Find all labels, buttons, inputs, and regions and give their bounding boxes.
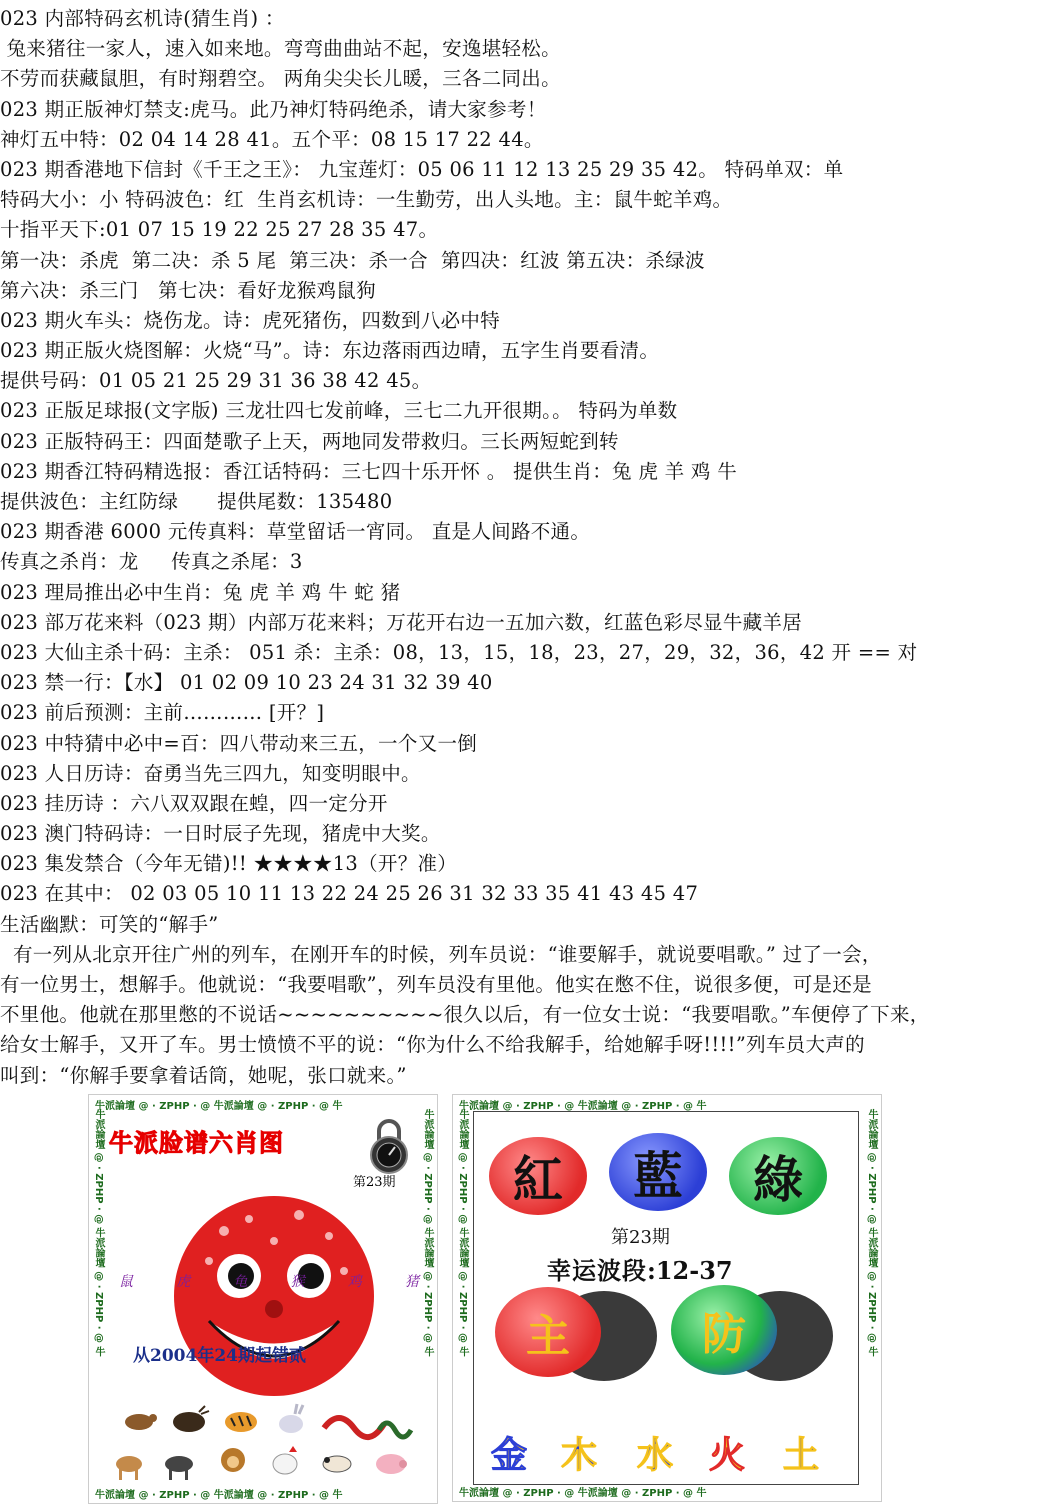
text-line: 023 在其中： 02 03 05 10 11 13 22 24 25 26 31 32 33 35 41 43 45 47 — [0, 882, 699, 906]
text-line: 023 正版足球报(文字版) 三龙壮四七发前峰，三七二九开很期。。 特码为单数 — [0, 399, 678, 423]
text-line: 叫到：“你解手要拿着话筒，她呢，张口就来。” — [0, 1063, 407, 1087]
poster-watermark-left: 牛派論壇 @ · ZPHP · @ 牛派論壇 @ · ZPHP · @ 牛 — [457, 1109, 468, 1357]
since-note: 从2004年24期起错贰 — [133, 1346, 306, 1366]
text-line: 023 禁一行：【水】 01 02 09 10 23 24 31 32 39 40 — [0, 671, 493, 695]
dog-icon — [323, 1456, 351, 1472]
poster-title: 牛派脸谱六肖图 — [109, 1129, 284, 1157]
rabbit-icon — [279, 1404, 303, 1433]
text-line: 023 澳门特码诗：一日时辰子先现，猪虎中大奖。 — [0, 822, 441, 846]
tiger-icon — [225, 1412, 257, 1432]
article-text — [0, 4, 1046, 1091]
color-wave-poster — [452, 1094, 882, 1502]
text-line: 023 大仙主杀十码：主杀： 051 杀：主杀：08，13，15，18，23，27，29，32，36，42 开 == 对 — [0, 640, 918, 664]
text-line: 不里他。他就在那里憋的不说话~~~~~~~~~~很久以后，有一位女士说：“我要唱歌。”车便停了下来， — [0, 1003, 930, 1027]
poster-watermark-right: 牛派論壇 @ · ZPHP · @ 牛派論壇 @ · ZPHP · @ 牛 — [866, 1109, 877, 1357]
zodiac-item: 虎 — [176, 1274, 191, 1290]
horse-icon — [116, 1456, 142, 1480]
text-line: 023 理局推出必中生肖：兔 虎 羊 鸡 牛 蛇 猪 — [0, 580, 401, 604]
element-earth: 土 — [783, 1434, 820, 1476]
main-ball: 主 — [495, 1287, 601, 1377]
text-line: 023 期香港地下信封《千王之王》： 九宝莲灯：05 06 11 12 13 25 29 35 42。 特码单双：单 — [0, 157, 844, 181]
rooster-icon — [273, 1446, 297, 1474]
text-line: 023 期正版神灯禁支:虎马。此乃神灯特码绝杀，请大家参考！ — [0, 97, 547, 121]
poster-watermark-bottom: 牛派論壇 @ · ZPHP · @ 牛派論壇 @ · ZPHP · @ 牛 — [459, 1488, 707, 1499]
text-line: 023 内部特码玄机诗(猜生肖) ： — [0, 7, 285, 30]
poster-issue: 第23期 — [611, 1227, 670, 1248]
text-line: 兔来猪往一家人，速入如来地。弯弯曲曲站不起，安逸堪轻松。 — [0, 37, 561, 61]
zodiac-item: 猴 — [290, 1274, 305, 1290]
zodiac-item: 鸡 — [347, 1274, 362, 1290]
element-water: 水 — [637, 1434, 674, 1476]
poster-issue: 第23期 — [353, 1175, 396, 1190]
text-line: 023 期香江特码精选报：香江话特码：三七四十乐开怀 。 提供生肖：兔 虎 羊 鸡 牛 — [0, 459, 738, 483]
red-ball: 紅 — [489, 1137, 587, 1215]
text-line: 023 集发禁合（今年无错)!! ★★★★13（开？准） — [0, 852, 458, 876]
snake-icon — [379, 1423, 411, 1437]
lucky-label: 幸运波段 — [547, 1256, 647, 1285]
padlock-icon — [357, 1117, 417, 1177]
text-line: 提供波色：主红防绿 提供尾数：135480 — [0, 490, 393, 513]
text-line: 给女士解手，又开了车。男士愤愤不平的说：“你为什么不给我解手，给她解手呀!!!!”列车员大声的 — [0, 1033, 865, 1057]
text-line: 传真之杀肖：龙 传真之杀尾：3 — [0, 550, 303, 574]
lucky-value: :12-37 — [647, 1256, 733, 1285]
pig-icon — [376, 1454, 407, 1474]
text-line: 023 人日历诗：奋勇当先三四九，知变明眼中。 — [0, 761, 421, 785]
text-line: 十指平天下:01 07 15 19 22 25 27 28 35 47。 — [0, 218, 439, 242]
dragon-icon — [324, 1418, 384, 1437]
element-metal: 金 — [491, 1434, 528, 1476]
rat-icon — [125, 1414, 157, 1430]
text-line: 特码大小：小 特码波色：红 生肖玄机诗：一生勤劳，出人头地。主：鼠牛蛇羊鸡。 — [0, 188, 733, 212]
monkey-icon — [221, 1448, 245, 1472]
poster-watermark-top: 牛派論壇 @ · ZPHP · @ 牛派論壇 @ · ZPHP · @ 牛 — [95, 1101, 343, 1112]
text-line: 023 挂历诗 ：六八双双跟在蝗，四一定分开 — [0, 791, 388, 815]
text-line: 神灯五中特：02 04 14 28 41。五个平：08 15 17 22 44。 — [0, 127, 544, 151]
zodiac-item: 龟 — [233, 1274, 248, 1290]
text-line: 023 部万花来料（023 期）内部万花来料；万花开右边一五加六数，红蓝色彩尽显牛藏羊居 — [0, 610, 803, 634]
lucky-wave-segment — [547, 1251, 733, 1286]
text-line: 提供号码：01 05 21 25 29 31 36 38 42 45。 — [0, 369, 432, 393]
text-line: 023 前后预测：主前………… [开？] — [0, 701, 325, 725]
green-ball: 綠 — [729, 1137, 827, 1215]
text-line: 有一位男士，想解手。他就说：“我要唱歌”，列车员没有里他。他实在憋不住，说很多便，可是还是 — [0, 973, 872, 996]
text-line: 不劳而获藏鼠胆，有时翔碧空。 两角尖尖长儿暖，三各二同出。 — [0, 67, 561, 91]
zodiac-animals-illustration — [109, 1400, 419, 1490]
poster-watermark-top: 牛派論壇 @ · ZPHP · @ 牛派論壇 @ · ZPHP · @ 牛 — [459, 1101, 707, 1112]
zodiac-item: 鼠 — [119, 1274, 133, 1290]
text-line: 023 期火车头：烧伤龙。诗：虎死猪伤，四数到八必中特 — [0, 308, 501, 332]
text-line: 有一列从北京开往广州的列车，在刚开车的时候，列车员说：“谁要解手，就说要唱歌。” 过了一会， — [0, 942, 882, 966]
poster-watermark-left: 牛派論壇 @ · ZPHP · @ 牛派論壇 @ · ZPHP · @ 牛 — [93, 1109, 104, 1357]
text-line: 023 期正版火烧图解：火烧“马”。诗：东边落雨西边晴，五字生肖要看清。 — [0, 339, 660, 363]
poster-watermark-bottom: 牛派論壇 @ · ZPHP · @ 牛派論壇 @ · ZPHP · @ 牛 — [95, 1490, 343, 1501]
text-line: 023 期香港 6000 元传真料：草堂留话一宵同。 直是人间路不通。 — [0, 520, 591, 544]
defend-ball: 防 — [671, 1285, 777, 1375]
text-line: 生活幽默：可笑的“解手” — [0, 912, 219, 936]
ox-icon — [173, 1406, 209, 1432]
blue-ball: 藍 — [609, 1133, 707, 1211]
zodiac-list — [119, 1271, 419, 1291]
zodiac-item: 猪 — [404, 1274, 419, 1290]
text-line: 023 中特猜中必中=百：四八带动来三五，一个又一倒 — [0, 731, 478, 755]
text-line: 023 正版特码王：四面楚歌子上天，两地同发带救归。三长两短蛇到转 — [0, 429, 619, 453]
red-smiley-face — [169, 1191, 379, 1401]
poster-watermark-right: 牛派論壇 @ · ZPHP · @ 牛派論壇 @ · ZPHP · @ 牛 — [422, 1109, 433, 1357]
goat-icon — [165, 1456, 193, 1480]
text-line: 第一决：杀虎 第二决：杀 5 尾 第三决：杀一合 第四决：红波 第五决：杀绿波 — [0, 248, 705, 272]
element-fire: 火 — [709, 1434, 746, 1476]
zodiac-face-poster — [88, 1094, 438, 1504]
element-wood: 木 — [561, 1434, 598, 1476]
text-line: 第六决：杀三门 第七决：看好龙猴鸡鼠狗 — [0, 278, 376, 302]
